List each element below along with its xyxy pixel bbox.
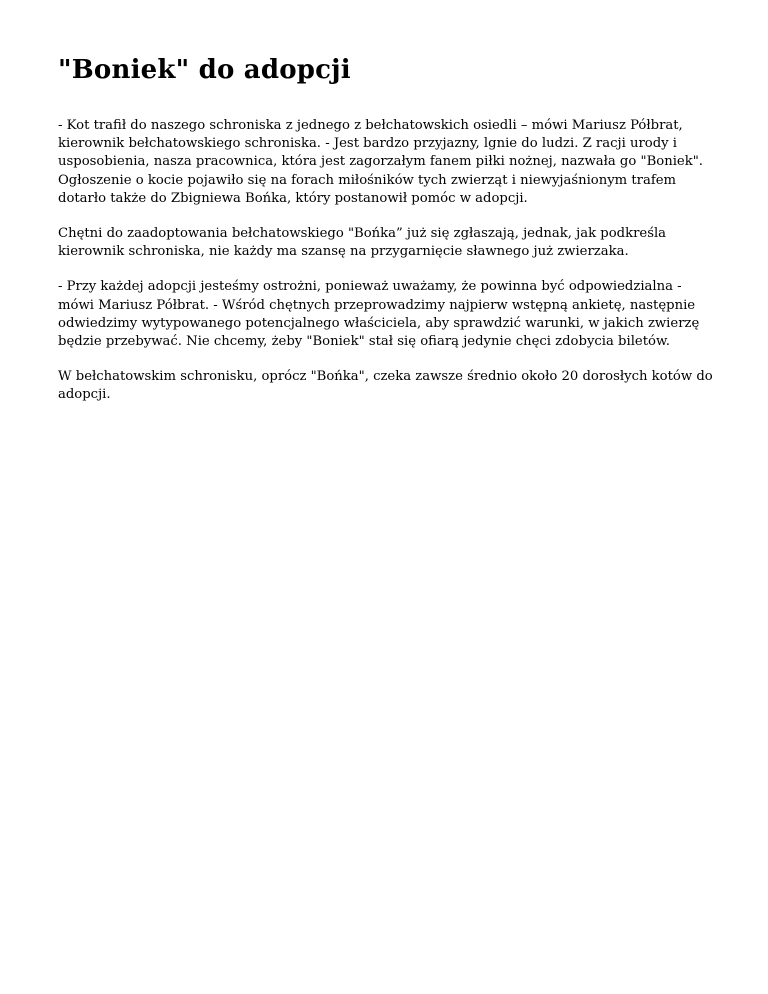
article-paragraph-2: Chętni do zaadoptowania bełchatowskiego "Bońka” już się zgłaszają, jednak, jak podkreśla kierownik schroniska, nie każdy ma szansę na przygarnięcie sławnego już zwierzaka. (58, 226, 667, 260)
article-paragraph-4: W bełchatowskim schronisku, oprócz "Bońka", czeka zawsze średnio około 20 dorosłych kotów do adopcji. (58, 369, 713, 403)
article-paragraph-3: - Przy każdej adopcji jesteśmy ostrożni, ponieważ uważamy, że powinna być odpowiedzialna - mówi Mariusz Półbrat. - Wśród chętnych przeprowadzimy najpierw wstępną ankietę, następnie odwiedzimy wytypowanego potencjalnego właściciela, aby sprawdzić warunki, w jakich zwierzę będzie przebywać. Nie chcemy, żeby "Boniek" stał się ofiarą jedynie chęci zdobycia biletów. (58, 279, 700, 350)
article (58, 52, 718, 422)
article-paragraph-1: - Kot trafił do naszego schroniska z jednego z bełchatowskich osiedli – mówi Mariusz Półbrat, kierownik bełchatowskiego schroniska. - Jest bardzo przyjazny, lgnie do ludzi. Z racji urody i usposobienia, nasza pracownica, która jest zagorzałym fanem piłki nożnej, nazwała go "Boniek". Ogłoszenie o kocie pojawiło się na forach miłośników tych zwierząt i niewyjaśnionym trafem dotarło także do Zbigniewa Bońka, który postanowił pomóc w adopcji. (58, 118, 703, 206)
article-title: "Boniek" do adopcji (58, 55, 351, 85)
